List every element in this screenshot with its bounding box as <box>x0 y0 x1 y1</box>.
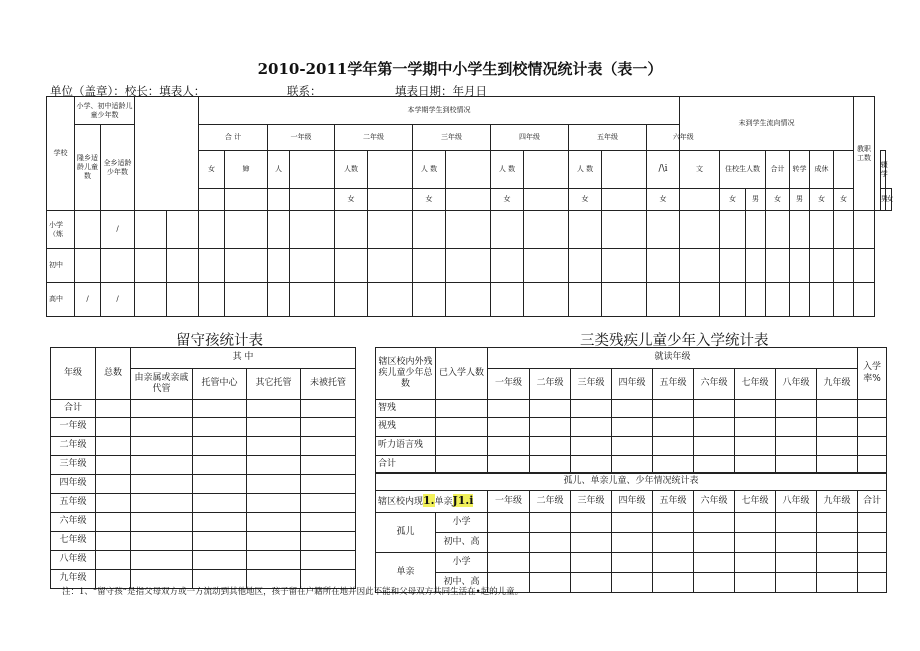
grade-col: 四年级 <box>612 369 653 400</box>
total-header: 总数 <box>96 348 131 400</box>
orphan-total-header: 辖区校内现1.单亲J1.i <box>376 491 488 513</box>
row-label: 五年级 <box>51 494 96 513</box>
township-header: 隆乡适龄儿童数 <box>75 125 101 211</box>
left-section-title: 留守孩统计表 <box>176 333 263 349</box>
not-attend-header: 未到学生流向情况 <box>680 97 854 151</box>
other-care-header: 其它托管 <box>247 369 301 400</box>
g3-female: 女 <box>491 189 524 211</box>
row-label: 六年级 <box>51 513 96 532</box>
care-center-header: 托管中心 <box>193 369 247 400</box>
age-group-header: 小学、初中适龄儿童少年数 <box>75 97 135 125</box>
school-header: 学校 <box>47 97 75 211</box>
total-header: 合 计 <box>199 125 268 151</box>
left-behind-table <box>50 347 356 589</box>
alltown-header: 全乡适龄少年数 <box>101 125 135 211</box>
attendance-header: 本学期学生到校情况 <box>199 97 680 125</box>
na-female3: 女 <box>886 189 892 211</box>
attendance-table <box>46 96 892 317</box>
grade-col: 五年级 <box>653 369 694 400</box>
g2-people: 人数 <box>335 151 368 189</box>
row-label: 七年级 <box>51 532 96 551</box>
boarders-header: 住校生人数 <box>720 151 766 189</box>
orphan-table <box>375 472 887 593</box>
staff-header: 教职工数 <box>854 97 875 211</box>
grade-col: 八年级 <box>776 491 817 513</box>
grade-col: 一年级 <box>488 369 530 400</box>
grade-col: 二年级 <box>530 491 571 513</box>
grade-col: 九年级 <box>817 369 858 400</box>
slash-mark: / <box>101 211 135 249</box>
row-label: 合计 <box>376 456 436 474</box>
grade-col: 九年级 <box>817 491 858 513</box>
orphan-table-title: 孤儿、单亲儿童、少年情况统计表 <box>376 473 887 491</box>
primary-label: 小学 <box>436 513 488 533</box>
grade4-header: 四年级 <box>491 125 569 151</box>
row-label: 八年级 <box>51 551 96 570</box>
disabled-total-header: 辖区校内外残疾儿童少年总数 <box>376 348 436 400</box>
na-female2: 女 <box>834 189 854 211</box>
disability-table <box>375 347 887 474</box>
row-junior: 初中 <box>47 249 75 283</box>
g5-female: 女 <box>647 189 680 211</box>
g1-people: 人 <box>268 151 290 189</box>
slash-mark: / <box>75 283 101 317</box>
grade-group-header: 就读年级 <box>488 348 858 369</box>
unit-label: 单位（盖章）：校长：填表人： <box>50 84 206 98</box>
row-label: 视残 <box>376 418 436 437</box>
primary-label: 小学 <box>436 553 488 573</box>
female-cell: 女 <box>199 151 225 189</box>
among-header: 其 中 <box>131 348 356 369</box>
row-high: 高中 <box>47 283 75 317</box>
grade2-header: 二年级 <box>335 125 413 151</box>
row-label: 九年级 <box>51 570 96 589</box>
row-label: 合计 <box>51 400 96 418</box>
grade-col: 六年级 <box>694 491 735 513</box>
footnote: 注：1、“留守孩”是指父母双方或一方流动到其他地区，孩子留在户籍所在地并因此不能和父母双方共同生活在•起的儿童。 <box>62 587 524 597</box>
g6-wen: 文 <box>680 151 720 189</box>
grade-col: 三年级 <box>571 491 612 513</box>
row-label: 智残 <box>376 400 436 418</box>
na-male: 男 <box>790 189 810 211</box>
cate-cell: 婶 <box>225 151 268 189</box>
grade-col: 五年级 <box>653 491 694 513</box>
g2-female: 女 <box>413 189 446 211</box>
row-label: 二年级 <box>51 437 96 456</box>
total-col: 合计 <box>858 491 887 513</box>
grade1-header: 一年级 <box>268 125 335 151</box>
grade-col: 四年级 <box>612 491 653 513</box>
date-label: 填表日期：年月日 <box>395 84 487 98</box>
page-title: 2010-2011学年第一学期中小学生到校情况统计表（表一） <box>257 60 663 78</box>
single-row: 单亲 <box>376 553 436 593</box>
g1-female: 女 <box>335 189 368 211</box>
grade-col: 二年级 <box>530 369 571 400</box>
grade-col: 一年级 <box>488 491 530 513</box>
row-label: 三年级 <box>51 456 96 475</box>
row-primary: 小学（炼 <box>47 211 75 249</box>
junior-label: 初中、高 <box>436 573 488 593</box>
enroll-rate-header: 入学率% <box>858 348 887 400</box>
na-male2: 男 <box>880 189 886 211</box>
right-section-title: 三类残疾儿童少年入学统计表 <box>580 333 769 349</box>
g4-female: 女 <box>569 189 602 211</box>
grade-col: 八年级 <box>776 369 817 400</box>
grade-col: 三年级 <box>571 369 612 400</box>
grade-col: 六年级 <box>694 369 735 400</box>
relatives-header: 由亲属或亲戚代管 <box>131 369 193 400</box>
grade5-header: 五年级 <box>569 125 647 151</box>
g5-people: 人 数 <box>569 151 602 189</box>
grade-header: 年级 <box>51 348 96 400</box>
contact-label: 联系： <box>287 84 322 98</box>
transfer-header: 转学 <box>790 151 810 189</box>
junior-label: 初中、高 <box>436 533 488 553</box>
slash-mark: / <box>101 283 135 317</box>
dropout-header: 辍学 <box>880 151 886 189</box>
g6-mark: /\i <box>647 151 680 189</box>
row-label: 听力语言残 <box>376 437 436 456</box>
row-label: 四年级 <box>51 475 96 494</box>
boarders-female: 女 <box>766 189 790 211</box>
adult-header: 成休 <box>810 151 834 189</box>
boarders-male: 男 <box>746 189 766 211</box>
g6-female: 女 <box>720 189 746 211</box>
grade3-header: 三年级 <box>413 125 491 151</box>
g3-people: 人 数 <box>413 151 446 189</box>
grade-col: 七年级 <box>735 491 776 513</box>
g4-people: 人 数 <box>491 151 524 189</box>
grade-col: 七年级 <box>735 369 776 400</box>
na-female: 女 <box>810 189 834 211</box>
enrolled-header: 已入学人数 <box>436 348 488 400</box>
orphan-row: 孤儿 <box>376 513 436 553</box>
row-label: 一年级 <box>51 418 96 437</box>
grade6-header: 六年级 <box>647 125 720 151</box>
no-care-header: 未被托管 <box>301 369 356 400</box>
subtotal-header: 合计 <box>766 151 790 189</box>
